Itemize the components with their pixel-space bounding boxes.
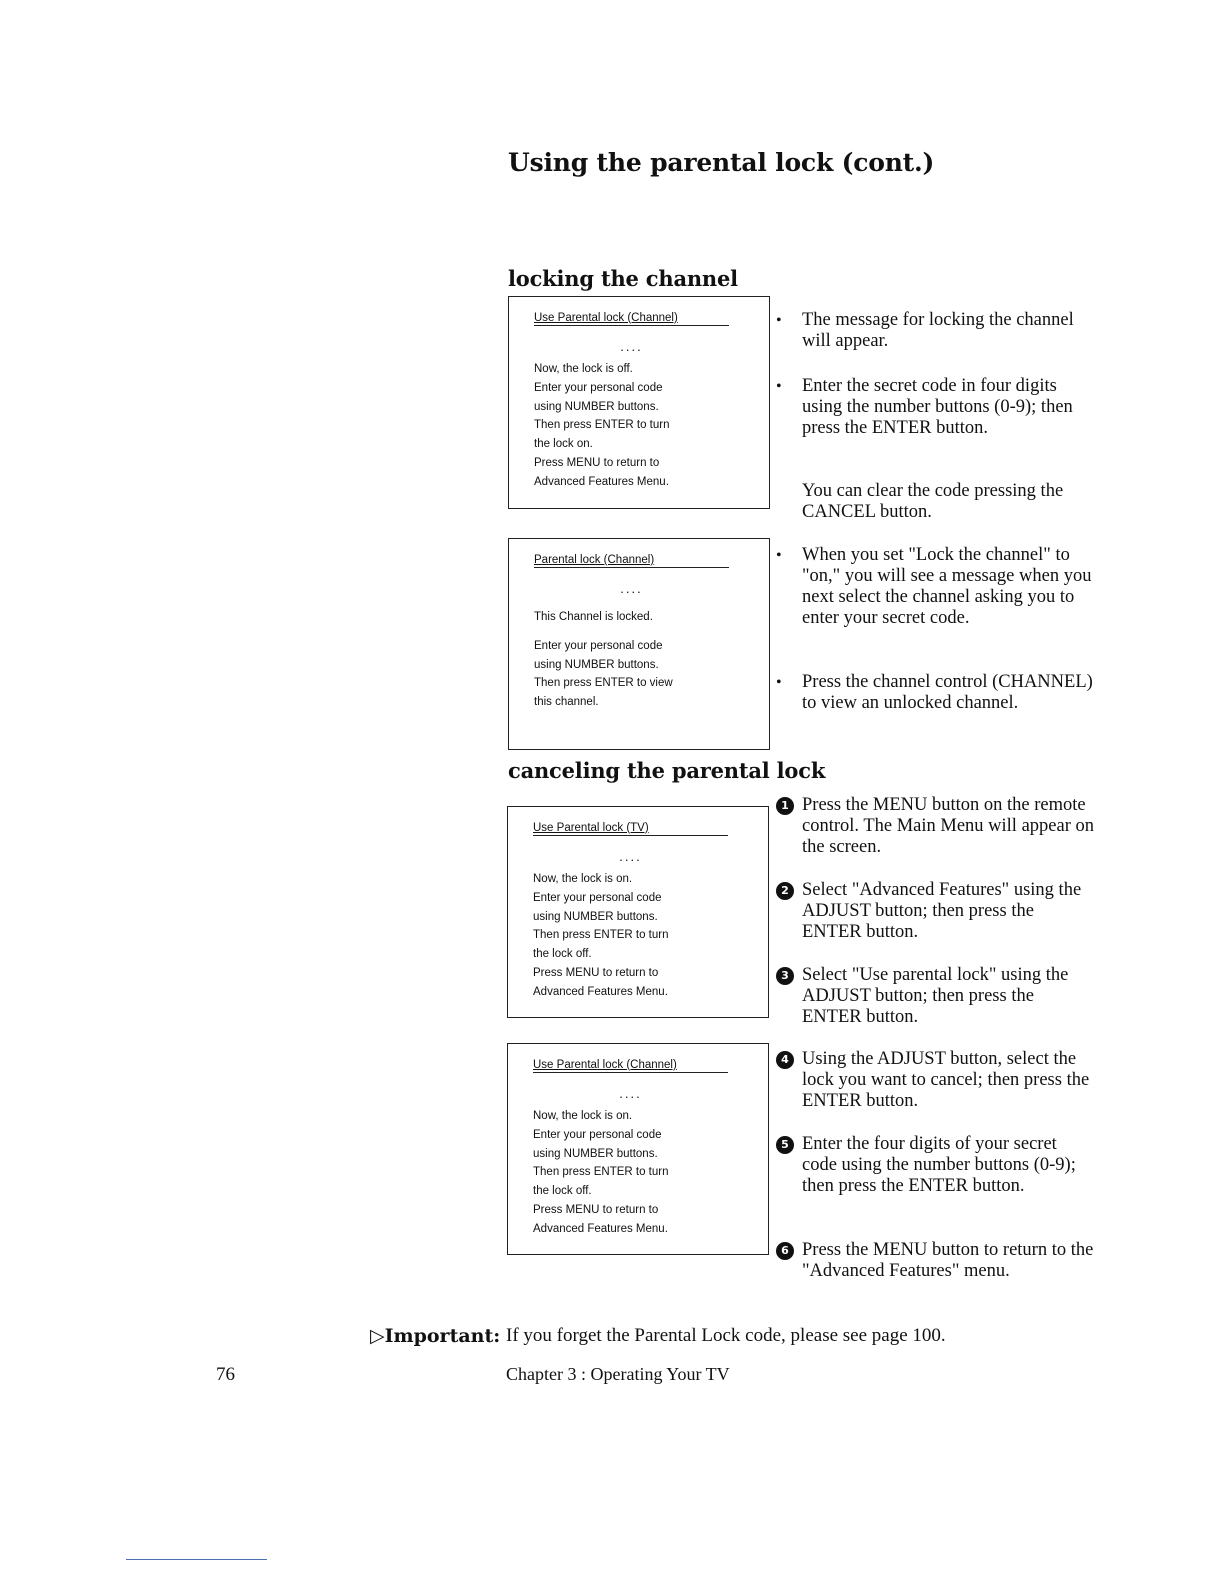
bullet-text: Press the channel control (CHANNEL) to view an unlocked channel. [802,672,1093,713]
screen-line: Then press ENTER to turn [534,419,670,432]
screen-use-parental-lock-tv-on [507,806,769,1018]
screen-line: the lock off. [533,1185,592,1198]
code-dots: .... [620,339,643,354]
screen-line: using NUMBER buttons. [534,658,659,671]
screen-line: using NUMBER buttons. [533,1147,658,1160]
step-number-icon: 5 [776,1136,794,1154]
step-item [776,1134,1096,1218]
bullet-icon: • [776,674,782,691]
note-text [776,481,1096,525]
important-label: ▷Important: [370,1325,501,1347]
code-dots: .... [620,581,643,596]
screen-title: Use Parental lock (Channel) [533,1058,728,1073]
screen-line: Advanced Features Menu. [533,985,668,998]
step-item [776,1240,1096,1304]
bullet-item [776,545,1096,651]
screen-line: Then press ENTER to view [534,677,673,690]
bullet-item [776,310,1096,354]
chapter-footer: Chapter 3 : Operating Your TV [506,1364,730,1384]
page-number: 76 [216,1364,235,1385]
step-text: Using the ADJUST button, select the lock you want to cancel; then press the ENTER button. [802,1049,1090,1111]
step-text: Enter the four digits of your secret code using the number buttons (0-9); then press the ENTER button. [802,1134,1076,1196]
bullet-text: Enter the secret code in four digits using the number buttons (0-9); then press the ENTER button. [802,376,1073,438]
screen-line: Press MENU to return to [533,1203,659,1216]
step-number-icon: 6 [776,1242,794,1260]
page-title: Using the parental lock (cont.) [508,148,935,177]
bullet-icon: • [776,312,782,329]
step-number-icon: 4 [776,1051,794,1069]
screen-line: Then press ENTER to turn [533,1166,669,1179]
screen-line: Advanced Features Menu. [534,475,669,488]
bullet-icon: • [776,378,782,395]
screen-line: the lock on. [534,438,593,451]
screen-line: Press MENU to return to [533,966,659,979]
step-number-icon: 1 [776,797,794,815]
screen-line: Enter your personal code [533,1128,662,1141]
step-text: Select "Use parental lock" using the ADJUST button; then press the ENTER button. [802,965,1069,1027]
important-text: If you forget the Parental Lock code, please see page 100. [506,1325,946,1346]
code-dots: .... [619,1086,642,1101]
screen-line: Now, the lock is on. [533,873,633,885]
bullet-text: When you set "Lock the channel" to "on," you will see a message when you next select the channel asking you to enter your secret code. [802,545,1092,628]
bullet-text: The message for locking the channel will appear. [802,310,1074,351]
step-number-icon: 2 [776,882,794,900]
bottom-rule [126,1559,267,1560]
screen-line: Enter your personal code [534,639,663,652]
screen-line: this channel. [534,696,599,709]
screen-line: the lock off. [533,948,592,961]
screen-title: Parental lock (Channel) [534,553,729,568]
screen-line: This Channel is locked. [534,611,653,623]
bullet-item [776,672,1096,736]
step-item [776,1049,1096,1113]
screen-use-parental-lock-channel-on [507,1043,769,1255]
canceling-heading: canceling the parental lock [508,758,826,783]
step-item [776,965,1096,1029]
step-text: Select "Advanced Features" using the ADJUST button; then press the ENTER button. [802,880,1082,942]
screen-line: using NUMBER buttons. [534,400,659,413]
bullet-item [776,376,1096,460]
screen-title: Use Parental lock (Channel) [534,311,729,326]
step-number-icon: 3 [776,967,794,985]
screen-line: Enter your personal code [534,381,663,394]
bullet-icon: • [776,547,782,564]
screen-line: using NUMBER buttons. [533,910,658,923]
screen-line: Now, the lock is off. [534,363,633,375]
screen-title: Use Parental lock (TV) [533,821,728,836]
step-item [776,880,1096,944]
screen-line: Now, the lock is on. [533,1110,633,1122]
code-dots: .... [619,849,642,864]
bullet-text: You can clear the code pressing the CANCEL button. [802,481,1064,522]
step-text: Press the MENU button to return to the "Advanced Features" menu. [802,1240,1094,1281]
locking-heading: locking the channel [508,266,738,291]
screen-parental-lock-channel-locked [508,538,770,750]
screen-line: Advanced Features Menu. [533,1222,668,1235]
screen-line: Enter your personal code [533,891,662,904]
screen-line: Then press ENTER to turn [533,929,669,942]
screen-line: Press MENU to return to [534,456,660,469]
step-item [776,795,1096,859]
step-text: Press the MENU button on the remote control. The Main Menu will appear on the screen. [802,795,1094,857]
screen-use-parental-lock-channel-off [508,296,770,509]
